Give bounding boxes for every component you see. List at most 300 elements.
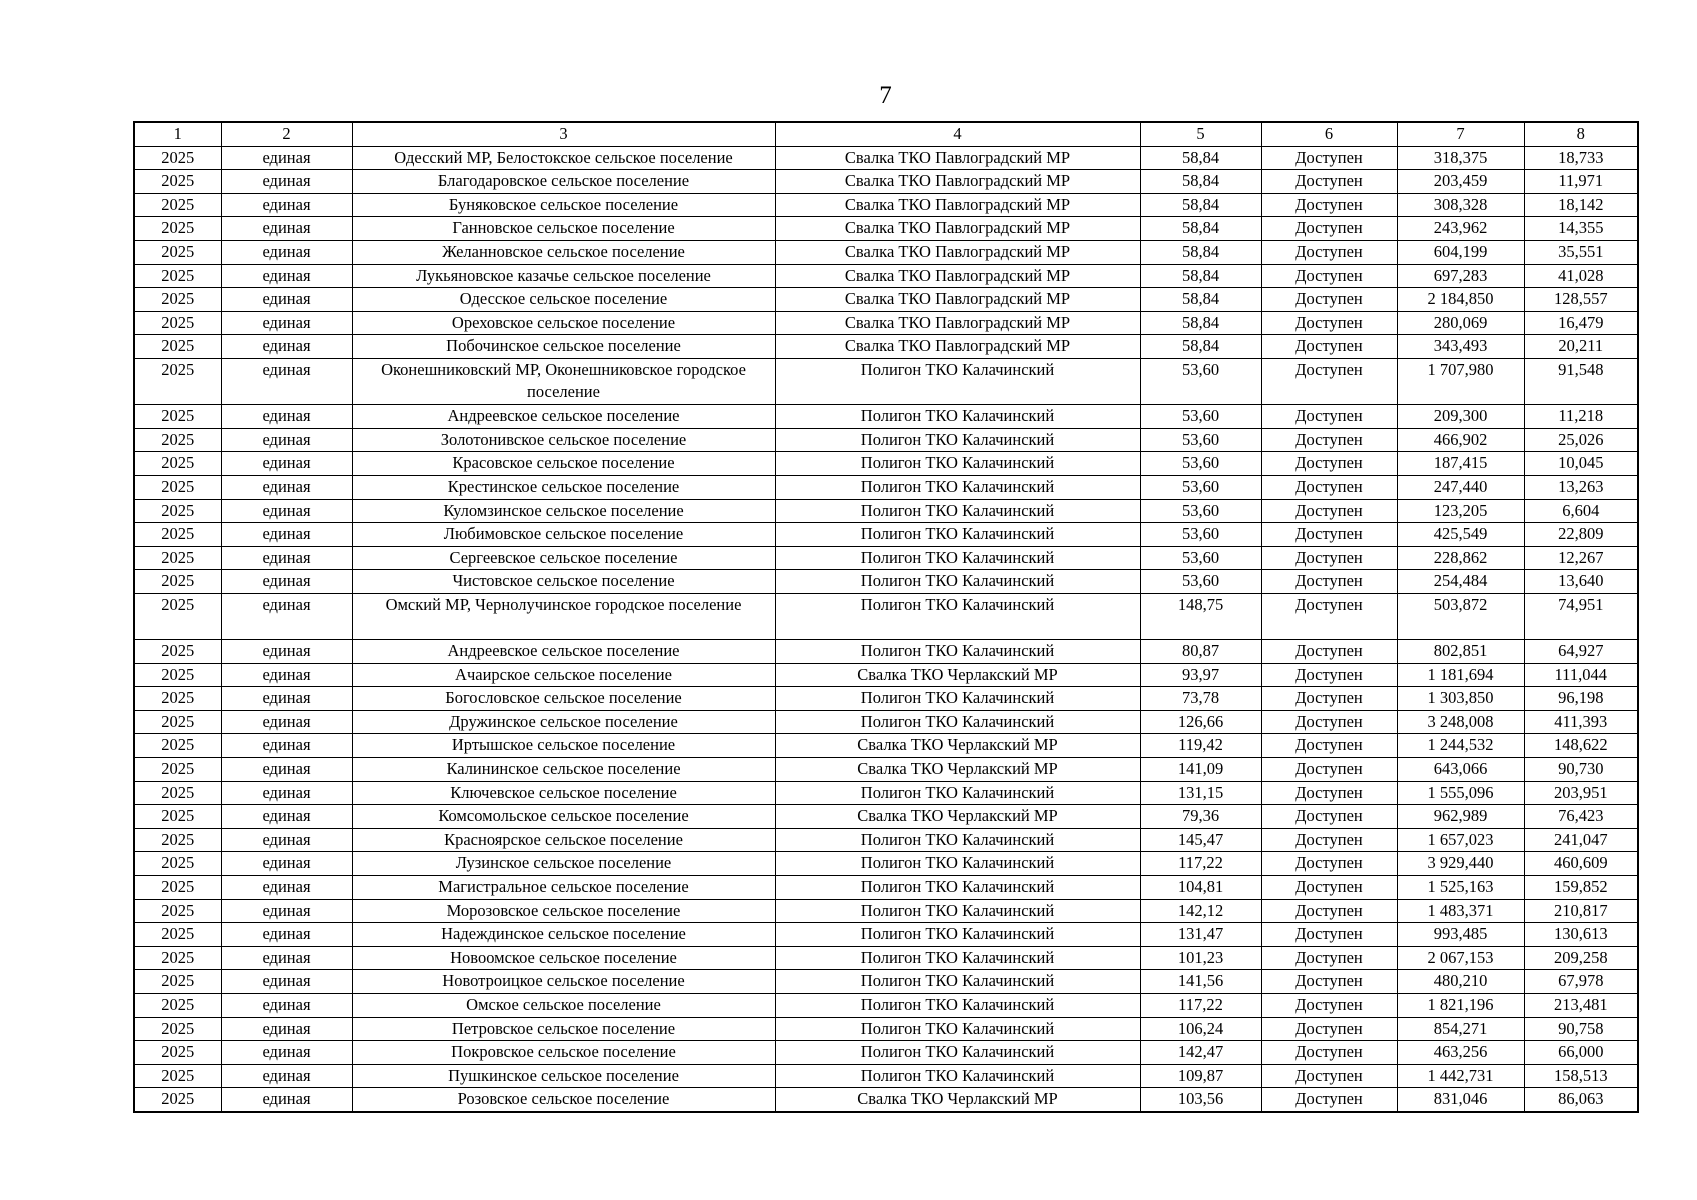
cost-cell: 35,551 [1524,240,1638,264]
status-cell: Доступен [1261,523,1397,547]
volume-cell: 343,493 [1397,335,1524,359]
table-row [134,193,1638,217]
table-row [134,923,1638,947]
volume-cell: 425,549 [1397,523,1524,547]
volume-cell: 1 181,694 [1397,663,1524,687]
volume-cell: 243,962 [1397,217,1524,241]
year-cell: 2025 [134,687,221,711]
category-cell: единая [221,970,352,994]
facility-cell: Полигон ТКО Калачинский [775,970,1140,994]
category-cell: единая [221,1064,352,1088]
settlement-cell: Оконешниковский МР, Оконешниковское городское поселение [352,358,775,404]
status-cell: Доступен [1261,288,1397,312]
distance-cell: 142,47 [1140,1041,1261,1065]
settlement-cell: Ачаирское сельское поселение [352,663,775,687]
settlement-cell: Крестинское сельское поселение [352,475,775,499]
category-cell: единая [221,593,352,639]
distance-cell: 58,84 [1140,217,1261,241]
header-row [134,122,1638,146]
cost-cell: 41,028 [1524,264,1638,288]
status-cell: Доступен [1261,781,1397,805]
table-row [134,687,1638,711]
facility-cell: Свалка ТКО Черлакский МР [775,663,1140,687]
table-row [134,805,1638,829]
settlement-cell: Одесский МР, Белостокское сельское поселение [352,146,775,170]
category-cell: единая [221,876,352,900]
facility-cell: Полигон ТКО Калачинский [775,358,1140,404]
year-cell: 2025 [134,405,221,429]
cost-cell: 210,817 [1524,899,1638,923]
settlement-cell: Омский МР, Чернолучинское городское поселение [352,593,775,639]
table-row [134,640,1638,664]
settlement-cell: Красноярское сельское поселение [352,828,775,852]
distance-cell: 53,60 [1140,499,1261,523]
facility-cell: Свалка ТКО Павлоградский МР [775,240,1140,264]
category-cell: единая [221,217,352,241]
facility-cell: Свалка ТКО Павлоградский МР [775,264,1140,288]
distance-cell: 53,60 [1140,428,1261,452]
distance-cell: 145,47 [1140,828,1261,852]
settlement-cell: Одесское сельское поселение [352,288,775,312]
table-row [134,240,1638,264]
category-cell: единая [221,570,352,594]
status-cell: Доступен [1261,993,1397,1017]
category-cell: единая [221,993,352,1017]
category-cell: единая [221,710,352,734]
status-cell: Доступен [1261,805,1397,829]
status-cell: Доступен [1261,358,1397,404]
column-header: 6 [1261,122,1397,146]
volume-cell: 503,872 [1397,593,1524,639]
table-row [134,993,1638,1017]
cost-cell: 25,026 [1524,428,1638,452]
status-cell: Доступен [1261,452,1397,476]
settlement-cell: Сергеевское сельское поселение [352,546,775,570]
volume-cell: 254,484 [1397,570,1524,594]
distance-cell: 131,47 [1140,923,1261,947]
cost-cell: 14,355 [1524,217,1638,241]
distance-cell: 109,87 [1140,1064,1261,1088]
table-row [134,970,1638,994]
cost-cell: 213,481 [1524,993,1638,1017]
volume-cell: 463,256 [1397,1041,1524,1065]
table-row [134,710,1638,734]
cost-cell: 13,640 [1524,570,1638,594]
year-cell: 2025 [134,170,221,194]
table-row [134,828,1638,852]
distance-cell: 58,84 [1140,288,1261,312]
cost-cell: 11,971 [1524,170,1638,194]
table-row [134,405,1638,429]
table-row [134,899,1638,923]
category-cell: единая [221,1088,352,1112]
cost-cell: 90,730 [1524,758,1638,782]
volume-cell: 1 244,532 [1397,734,1524,758]
settlement-cell: Лузинское сельское поселение [352,852,775,876]
year-cell: 2025 [134,288,221,312]
volume-cell: 480,210 [1397,970,1524,994]
table-row [134,264,1638,288]
distance-cell: 142,12 [1140,899,1261,923]
category-cell: единая [221,311,352,335]
settlement-cell: Комсомольское сельское поселение [352,805,775,829]
distance-cell: 58,84 [1140,335,1261,359]
cost-cell: 96,198 [1524,687,1638,711]
column-header: 8 [1524,122,1638,146]
facility-cell: Полигон ТКО Калачинский [775,593,1140,639]
category-cell: единая [221,1041,352,1065]
year-cell: 2025 [134,663,221,687]
cost-cell: 18,733 [1524,146,1638,170]
year-cell: 2025 [134,264,221,288]
status-cell: Доступен [1261,970,1397,994]
facility-cell: Полигон ТКО Калачинский [775,852,1140,876]
volume-cell: 697,283 [1397,264,1524,288]
facility-cell: Свалка ТКО Черлакский МР [775,734,1140,758]
cost-cell: 11,218 [1524,405,1638,429]
settlement-cell: Благодаровское сельское поселение [352,170,775,194]
distance-cell: 93,97 [1140,663,1261,687]
year-cell: 2025 [134,923,221,947]
settlement-cell: Андреевское сельское поселение [352,405,775,429]
settlement-cell: Морозовское сельское поселение [352,899,775,923]
settlement-cell: Калининское сельское поселение [352,758,775,782]
distance-cell: 53,60 [1140,452,1261,476]
distance-cell: 141,56 [1140,970,1261,994]
volume-cell: 1 555,096 [1397,781,1524,805]
table-row [134,170,1638,194]
distance-cell: 58,84 [1140,146,1261,170]
table-row [134,146,1638,170]
table-row [134,546,1638,570]
facility-cell: Полигон ТКО Калачинский [775,499,1140,523]
status-cell: Доступен [1261,640,1397,664]
cost-cell: 10,045 [1524,452,1638,476]
year-cell: 2025 [134,734,221,758]
table-row [134,570,1638,594]
table-row [134,852,1638,876]
settlement-cell: Красовское сельское поселение [352,452,775,476]
volume-cell: 318,375 [1397,146,1524,170]
column-header: 1 [134,122,221,146]
cost-cell: 130,613 [1524,923,1638,947]
facility-cell: Свалка ТКО Черлакский МР [775,1088,1140,1112]
status-cell: Доступен [1261,710,1397,734]
page-number: 7 [879,82,892,109]
volume-cell: 1 442,731 [1397,1064,1524,1088]
settlement-cell: Куломзинское сельское поселение [352,499,775,523]
settlement-cell: Иртышское сельское поселение [352,734,775,758]
cost-cell: 22,809 [1524,523,1638,547]
cost-cell: 6,604 [1524,499,1638,523]
facility-cell: Полигон ТКО Калачинский [775,546,1140,570]
facility-cell: Полигон ТКО Калачинский [775,452,1140,476]
year-cell: 2025 [134,1088,221,1112]
category-cell: единая [221,428,352,452]
volume-cell: 203,459 [1397,170,1524,194]
volume-cell: 854,271 [1397,1017,1524,1041]
category-cell: единая [221,687,352,711]
volume-cell: 1 707,980 [1397,358,1524,404]
volume-cell: 962,989 [1397,805,1524,829]
data-table [133,121,1639,1113]
distance-cell: 53,60 [1140,546,1261,570]
volume-cell: 2 067,153 [1397,946,1524,970]
facility-cell: Полигон ТКО Калачинский [775,687,1140,711]
cost-cell: 460,609 [1524,852,1638,876]
year-cell: 2025 [134,1017,221,1041]
volume-cell: 1 525,163 [1397,876,1524,900]
status-cell: Доступен [1261,734,1397,758]
settlement-cell: Новотроицкое сельское поселение [352,970,775,994]
category-cell: единая [221,805,352,829]
column-header: 3 [352,122,775,146]
facility-cell: Полигон ТКО Калачинский [775,570,1140,594]
distance-cell: 117,22 [1140,993,1261,1017]
distance-cell: 141,09 [1140,758,1261,782]
category-cell: единая [221,663,352,687]
distance-cell: 58,84 [1140,311,1261,335]
distance-cell: 53,60 [1140,570,1261,594]
cost-cell: 16,479 [1524,311,1638,335]
table-row [134,781,1638,805]
cost-cell: 209,258 [1524,946,1638,970]
category-cell: единая [221,146,352,170]
category-cell: единая [221,335,352,359]
settlement-cell: Дружинское сельское поселение [352,710,775,734]
category-cell: единая [221,264,352,288]
settlement-cell: Богословское сельское поселение [352,687,775,711]
volume-cell: 1 657,023 [1397,828,1524,852]
cost-cell: 91,548 [1524,358,1638,404]
facility-cell: Полигон ТКО Калачинский [775,923,1140,947]
cost-cell: 158,513 [1524,1064,1638,1088]
status-cell: Доступен [1261,405,1397,429]
cost-cell: 241,047 [1524,828,1638,852]
category-cell: единая [221,523,352,547]
status-cell: Доступен [1261,146,1397,170]
year-cell: 2025 [134,805,221,829]
table-row [134,1017,1638,1041]
status-cell: Доступен [1261,876,1397,900]
volume-cell: 466,902 [1397,428,1524,452]
distance-cell: 80,87 [1140,640,1261,664]
settlement-cell: Ореховское сельское поселение [352,311,775,335]
year-cell: 2025 [134,523,221,547]
year-cell: 2025 [134,240,221,264]
facility-cell: Свалка ТКО Павлоградский МР [775,217,1140,241]
status-cell: Доступен [1261,311,1397,335]
distance-cell: 117,22 [1140,852,1261,876]
status-cell: Доступен [1261,758,1397,782]
volume-cell: 187,415 [1397,452,1524,476]
table-row [134,217,1638,241]
table-row [134,358,1638,404]
cost-cell: 74,951 [1524,593,1638,639]
facility-cell: Свалка ТКО Павлоградский МР [775,335,1140,359]
table-row [134,876,1638,900]
distance-cell: 73,78 [1140,687,1261,711]
settlement-cell: Чистовское сельское поселение [352,570,775,594]
facility-cell: Полигон ТКО Калачинский [775,428,1140,452]
cost-cell: 111,044 [1524,663,1638,687]
year-cell: 2025 [134,640,221,664]
settlement-cell: Ганновское сельское поселение [352,217,775,241]
distance-cell: 131,15 [1140,781,1261,805]
facility-cell: Полигон ТКО Калачинский [775,899,1140,923]
year-cell: 2025 [134,217,221,241]
volume-cell: 2 184,850 [1397,288,1524,312]
distance-cell: 53,60 [1140,475,1261,499]
distance-cell: 103,56 [1140,1088,1261,1112]
status-cell: Доступен [1261,546,1397,570]
category-cell: единая [221,499,352,523]
volume-cell: 802,851 [1397,640,1524,664]
year-cell: 2025 [134,358,221,404]
settlement-cell: Лукьяновское казачье сельское поселение [352,264,775,288]
volume-cell: 3 929,440 [1397,852,1524,876]
volume-cell: 643,066 [1397,758,1524,782]
volume-cell: 1 821,196 [1397,993,1524,1017]
cost-cell: 64,927 [1524,640,1638,664]
cost-cell: 67,978 [1524,970,1638,994]
table-row [134,1041,1638,1065]
facility-cell: Свалка ТКО Черлакский МР [775,758,1140,782]
category-cell: единая [221,452,352,476]
distance-cell: 58,84 [1140,240,1261,264]
category-cell: единая [221,781,352,805]
distance-cell: 53,60 [1140,358,1261,404]
status-cell: Доступен [1261,946,1397,970]
year-cell: 2025 [134,499,221,523]
distance-cell: 106,24 [1140,1017,1261,1041]
status-cell: Доступен [1261,593,1397,639]
category-cell: единая [221,170,352,194]
category-cell: единая [221,405,352,429]
year-cell: 2025 [134,146,221,170]
distance-cell: 101,23 [1140,946,1261,970]
column-header: 5 [1140,122,1261,146]
table-row [134,593,1638,639]
volume-cell: 831,046 [1397,1088,1524,1112]
category-cell: единая [221,828,352,852]
facility-cell: Полигон ТКО Калачинский [775,405,1140,429]
distance-cell: 53,60 [1140,523,1261,547]
volume-cell: 123,205 [1397,499,1524,523]
facility-cell: Полигон ТКО Калачинский [775,640,1140,664]
settlement-cell: Пушкинское сельское поселение [352,1064,775,1088]
settlement-cell: Магистральное сельское поселение [352,876,775,900]
facility-cell: Свалка ТКО Павлоградский МР [775,288,1140,312]
status-cell: Доступен [1261,475,1397,499]
year-cell: 2025 [134,828,221,852]
status-cell: Доступен [1261,217,1397,241]
table-row [134,758,1638,782]
column-header: 2 [221,122,352,146]
category-cell: единая [221,1017,352,1041]
settlement-cell: Золотонивское сельское поселение [352,428,775,452]
category-cell: единая [221,923,352,947]
distance-cell: 58,84 [1140,170,1261,194]
settlement-cell: Ключевское сельское поселение [352,781,775,805]
year-cell: 2025 [134,475,221,499]
settlement-cell: Омское сельское поселение [352,993,775,1017]
category-cell: единая [221,288,352,312]
year-cell: 2025 [134,852,221,876]
column-header: 7 [1397,122,1524,146]
table-row [134,428,1638,452]
volume-cell: 3 248,008 [1397,710,1524,734]
year-cell: 2025 [134,593,221,639]
table-row [134,311,1638,335]
category-cell: единая [221,899,352,923]
settlement-cell: Покровское сельское поселение [352,1041,775,1065]
table-row [134,1064,1638,1088]
volume-cell: 228,862 [1397,546,1524,570]
cost-cell: 76,423 [1524,805,1638,829]
status-cell: Доступен [1261,899,1397,923]
facility-cell: Свалка ТКО Черлакский МР [775,805,1140,829]
status-cell: Доступен [1261,570,1397,594]
year-cell: 2025 [134,710,221,734]
year-cell: 2025 [134,428,221,452]
settlement-cell: Надеждинское сельское поселение [352,923,775,947]
year-cell: 2025 [134,876,221,900]
cost-cell: 13,263 [1524,475,1638,499]
facility-cell: Свалка ТКО Павлоградский МР [775,170,1140,194]
table-row [134,452,1638,476]
status-cell: Доступен [1261,852,1397,876]
cost-cell: 12,267 [1524,546,1638,570]
volume-cell: 308,328 [1397,193,1524,217]
distance-cell: 79,36 [1140,805,1261,829]
facility-cell: Полигон ТКО Калачинский [775,710,1140,734]
settlement-cell: Розовское сельское поселение [352,1088,775,1112]
table-row [134,1088,1638,1112]
status-cell: Доступен [1261,828,1397,852]
settlement-cell: Андреевское сельское поселение [352,640,775,664]
year-cell: 2025 [134,1064,221,1088]
status-cell: Доступен [1261,1017,1397,1041]
volume-cell: 604,199 [1397,240,1524,264]
status-cell: Доступен [1261,1088,1397,1112]
table-row [134,288,1638,312]
year-cell: 2025 [134,335,221,359]
status-cell: Доступен [1261,1041,1397,1065]
facility-cell: Полигон ТКО Калачинский [775,946,1140,970]
facility-cell: Полигон ТКО Калачинский [775,475,1140,499]
year-cell: 2025 [134,781,221,805]
facility-cell: Полигон ТКО Калачинский [775,1017,1140,1041]
category-cell: единая [221,358,352,404]
table-row [134,335,1638,359]
facility-cell: Полигон ТКО Калачинский [775,781,1140,805]
cost-cell: 148,622 [1524,734,1638,758]
status-cell: Доступен [1261,264,1397,288]
table-row [134,734,1638,758]
category-cell: единая [221,475,352,499]
volume-cell: 209,300 [1397,405,1524,429]
year-cell: 2025 [134,993,221,1017]
status-cell: Доступен [1261,687,1397,711]
year-cell: 2025 [134,311,221,335]
year-cell: 2025 [134,570,221,594]
volume-cell: 993,485 [1397,923,1524,947]
volume-cell: 1 303,850 [1397,687,1524,711]
volume-cell: 280,069 [1397,311,1524,335]
facility-cell: Полигон ТКО Калачинский [775,876,1140,900]
year-cell: 2025 [134,946,221,970]
